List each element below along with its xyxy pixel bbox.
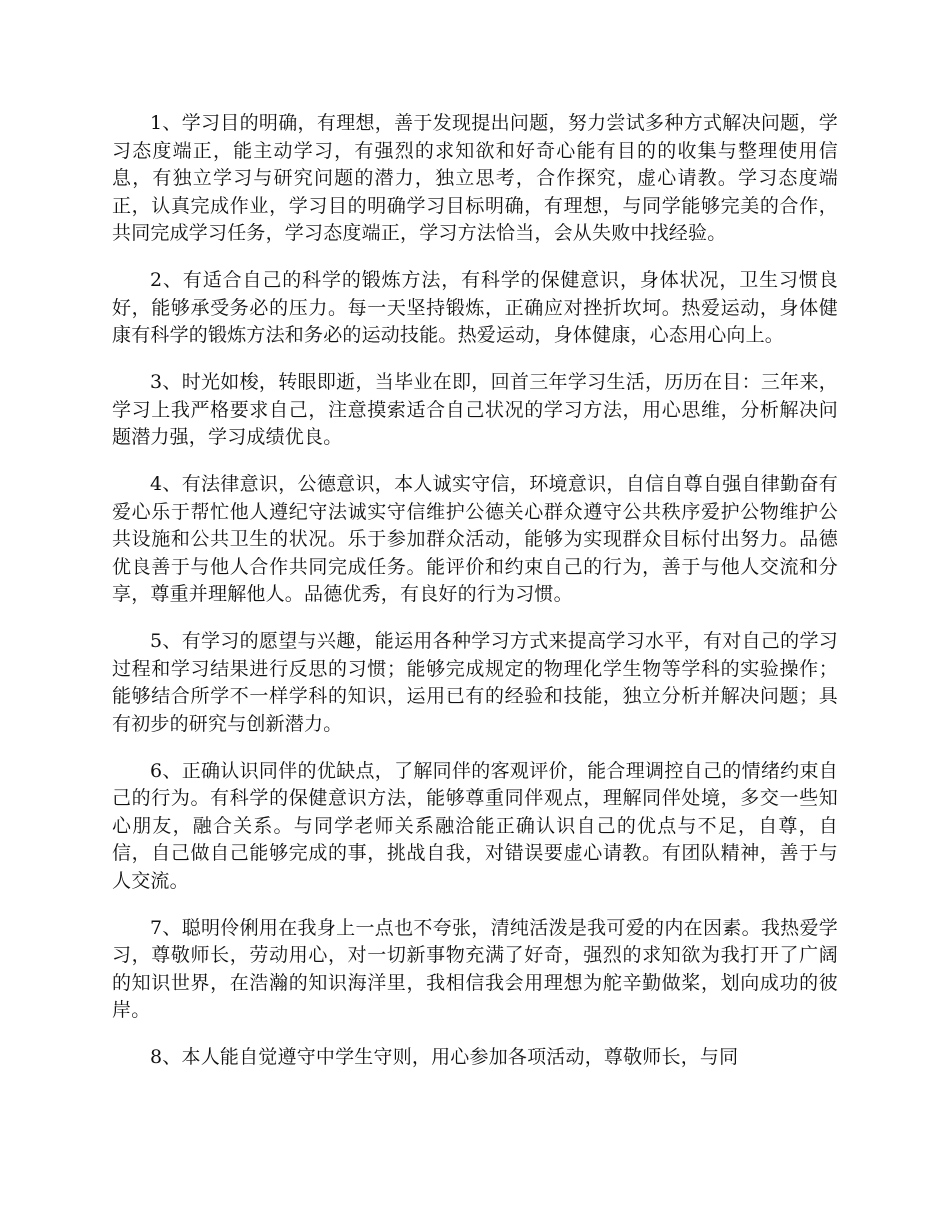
paragraph-8: 8、本人能自觉遵守中学生守则，用心参加各项活动，尊敬师长，与同 <box>150 1046 739 1068</box>
paragraph-2: 2、有适合自己的科学的锻炼方法，有科学的保健意识，身体状况，卫生习惯良好，能够承受务必的压力。每一天坚持锻炼，正确应对挫折坎坷。热爱运动，身体健康有科学的锻炼方法和务必的运动技能。热爱运动，身体健康，心态用心向上。 <box>112 269 838 346</box>
paragraph-1: 1、学习目的明确，有理想，善于发现提出问题，努力尝试多种方式解决问题，学习态度端正，能主动学习，有强烈的求知欲和好奇心能有目的的收集与整理使用信息，有独立学习与研究问题的潜力，独立思考，合作探究，虚心请教。学习态度端正，认真完成作业，学习目的明确学习目标明确，有理想，与同学能够完美的合作，共同完成学习任务，学习态度端正，学习方法恰当，会从失败中找经验。 <box>112 112 838 244</box>
paragraph-5: 5、有学习的愿望与兴趣，能运用各种学习方式来提高学习水平，有对自己的学习过程和学习结果进行反思的习惯；能够完成规定的物理化学生物等学科的实验操作；能够结合所学不一样学科的知识，运用已有的经验和技能，独立分析并解决问题；具有初步的研究与创新潜力。 <box>112 630 838 735</box>
paragraph-7: 7、聪明伶俐用在我身上一点也不夸张，清纯活泼是我可爱的内在因素。我热爱学习，尊敬师长，劳动用心，对一切新事物充满了好奇，强烈的求知欲为我打开了广阔的知识世界，在浩瀚的知识海洋里，我相信我会用理想为舵辛勤做桨，划向成功的彼岸。 <box>112 916 838 1021</box>
document-body <box>112 110 838 1091</box>
paragraph-4: 4、有法律意识，公德意识，本人诚实守信，环境意识，自信自尊自强自律勤奋有爱心乐于帮忙他人遵纪守法诚实守信维护公德关心群众遵守公共秩序爱护公物维护公共设施和公共卫生的状况。乐于参加群众活动，能够为实现群众目标付出努力。品德优良善于与他人合作共同完成任务。能评价和约束自己的行为，善于与他人交流和分享，尊重并理解他人。品德优秀，有良好的行为习惯。 <box>112 473 838 605</box>
paragraph-3: 3、时光如梭，转眼即逝，当毕业在即，回首三年学习生活，历历在目：三年来，学习上我严格要求自己，注意摸索适合自己状况的学习方法，用心思维，分析解决问题潜力强，学习成绩优良。 <box>112 371 838 448</box>
paragraph-6: 6、正确认识同伴的优缺点，了解同伴的客观评价，能合理调控自己的情绪约束自己的行为。有科学的保健意识方法，能够尊重同伴观点，理解同伴处境，多交一些知心朋友，融合关系。与同学老师关系融洽能正确认识自己的优点与不足，自尊，自信，自己做自己能够完成的事，挑战自我，对错误要虚心请教。有团队精神，善于与人交流。 <box>112 759 838 892</box>
